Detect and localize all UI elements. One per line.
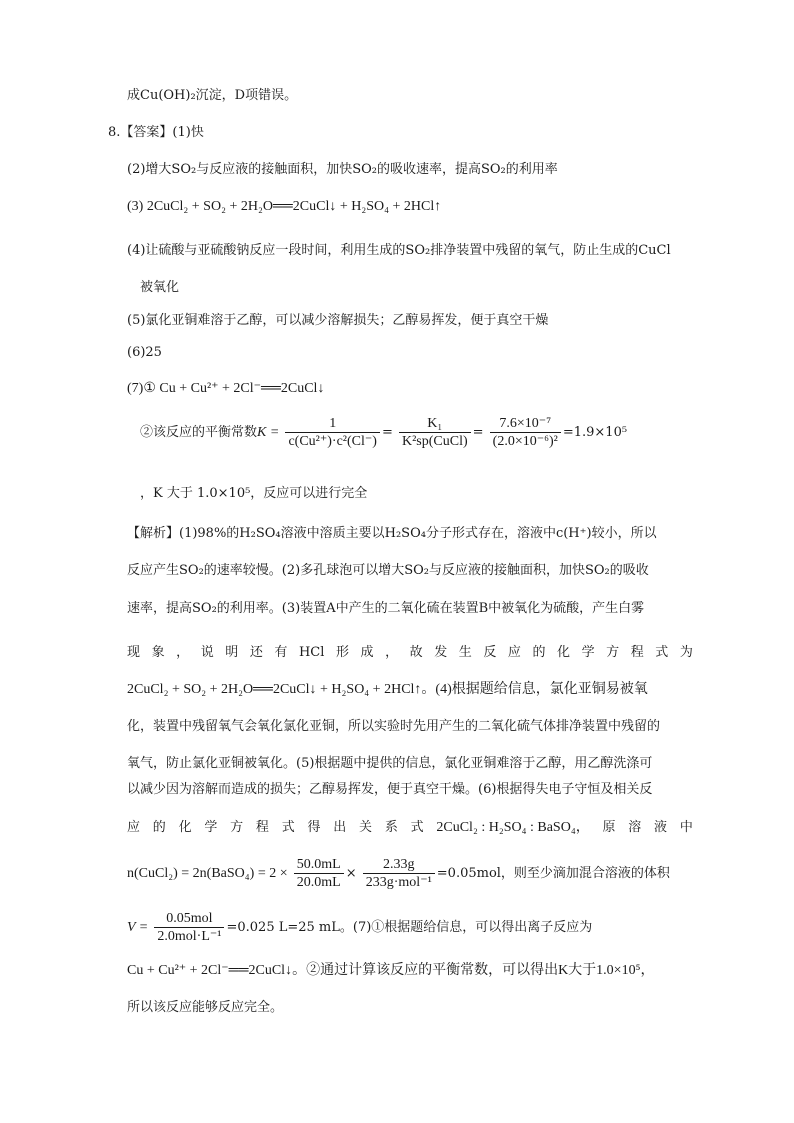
- word: 的: [152, 820, 166, 835]
- analysis-line-6: 化，装置中残留氧气会氧化氯化亚铜，所以实验时先用产生的二氧化硫气体排净装置中残留的: [127, 719, 661, 734]
- analysis-line-12: Cu + Cu²⁺ + 2Cl⁻══2CuCl↓。②通过计算该反应的平衡常数，可以得出K大于1.0×10⁵，: [127, 963, 655, 978]
- fraction-3-numerator: 7.6×10⁻⁷: [490, 415, 561, 433]
- v-lhs: V =: [127, 920, 149, 935]
- fraction-2-numerator: K₁: [399, 415, 471, 433]
- word: 发: [434, 645, 448, 660]
- word: ，: [176, 645, 190, 660]
- answer-7-part1: (7)① Cu + Cu²⁺ + 2Cl⁻══2CuCl↓: [127, 381, 325, 396]
- j10-fraction-2-numerator: 2.33g: [363, 856, 435, 874]
- j11-rest: =0.025 L=25 mL。(7)①根据题给信息，可以得出离子反应为: [226, 920, 593, 935]
- word: 化: [178, 820, 192, 835]
- fraction-1-denominator: c(Cu²⁺)·c²(Cl⁻): [288, 434, 377, 449]
- word: 式: [281, 820, 295, 835]
- analysis-line-2: 反应产生SO₂的速率较慢。(2)多孔球泡可以增大SO₂与反应液的接触面积，加快SO₂的吸收: [127, 563, 649, 578]
- j10-rest: =0.05mol，则至少滴加混合溶液的体积: [436, 866, 670, 881]
- j11-fraction: [154, 910, 224, 945]
- word: 故: [409, 645, 423, 660]
- word: 液: [654, 820, 668, 835]
- j10-fraction-1: [294, 856, 344, 891]
- analysis-line-1: 【解析】(1)98%的H₂SO₄溶液中溶质主要以H₂SO₄分子形式存在，溶液中c(H⁺)较小，所以: [127, 526, 657, 541]
- word: 程: [630, 645, 644, 660]
- word: 生: [458, 645, 472, 660]
- word: 现: [127, 645, 141, 660]
- fraction-3-denominator: (2.0×10⁻⁶)²: [492, 434, 558, 449]
- fraction-1: [285, 415, 379, 450]
- previous-answer-ending: 成Cu(OH)₂沉淀，D项错误。: [127, 88, 298, 103]
- word: 还: [249, 645, 263, 660]
- word: 式: [655, 645, 669, 660]
- word: 系: [384, 820, 398, 835]
- answer-2: (2)增大SO₂与反应液的接触面积，加快SO₂的吸收速率，提高SO₂的利用率: [127, 162, 558, 177]
- word: 式: [410, 820, 424, 835]
- analysis-line-13: 所以该反应能够反应完全。: [127, 1000, 284, 1015]
- word: 学: [204, 820, 218, 835]
- analysis-line-11: [127, 906, 693, 950]
- word: 关: [359, 820, 373, 835]
- j10-fraction-2-denominator: 233g·mol⁻¹: [365, 875, 432, 890]
- answer-7-equilibrium-constant: ②该反应的平衡常数K = $\frac{1}{\text{c(Cu²⁺)·c²(Cl⁻)}}$ = $\frac{\text{K₁}}{\text{K²sp(CuCl)}}$ = $\frac{\text{7.6×10⁻⁷}}{\text{(2.0×10⁻⁶)²}}$ =1.9×10⁵: [140, 416, 628, 449]
- analysis-line-8: 以减少因为溶解而造成的损失；乙醇易挥发，便于真空干燥。(6)根据得失电子守恒及相关反: [127, 782, 653, 797]
- j10-fraction-1-numerator: 50.0mL: [294, 856, 344, 874]
- word: 成: [360, 645, 374, 660]
- word: 应: [507, 645, 521, 660]
- analysis-line-10: n(CuCl₂) = 2n(BaSO₄) = 2 × $\frac{50.0mL}{20.0mL}$ × $\frac{2.33g}{\text{233g·mol⁻¹}}$ =0.05mol，则至少滴加混合溶液的体积: [127, 857, 670, 890]
- fraction-3: [490, 415, 561, 450]
- word: 明: [225, 645, 239, 660]
- analysis-line-4: [127, 643, 693, 663]
- word: 原: [602, 820, 616, 835]
- word: 形: [335, 645, 349, 660]
- word: 有: [274, 645, 288, 660]
- word: 溶: [628, 820, 642, 835]
- analysis-line-5: 2CuCl₂ + SO₂ + 2H₂O══2CuCl↓ + H₂SO₄ + 2HCl↑。(4)根据题给信息，氯化亚铜易被氧: [127, 682, 648, 697]
- word: 象: [151, 645, 165, 660]
- fraction-2-denominator: K²sp(CuCl): [401, 434, 468, 449]
- word: HCl: [298, 645, 325, 660]
- n-lhs: n(CuCl₂) = 2n(BaSO₄) = 2 ×: [127, 866, 288, 881]
- q8-answer-header: 8.【答案】(1)快: [108, 125, 204, 140]
- answer-6: (6)25: [127, 345, 162, 360]
- word: 为: [679, 645, 693, 660]
- answer-7-conclusion: ，K 大于 1.0×10⁵，反应可以进行完全: [140, 486, 368, 501]
- k-lhs: K =: [257, 425, 280, 440]
- word: 学: [581, 645, 595, 660]
- k-prefix: ②该反应的平衡常数: [140, 425, 258, 440]
- word: 化: [557, 645, 571, 660]
- word: 中: [679, 820, 693, 835]
- word: 得: [307, 820, 321, 835]
- answer-4-line2: 被氧化: [140, 280, 180, 295]
- j11-fraction-numerator: 0.05mol: [154, 910, 224, 928]
- k-result: =1.9×10⁵: [562, 425, 628, 440]
- word: 程: [255, 820, 269, 835]
- analysis-line-7: 氧气，防止氯化亚铜被氧化。(5)根据题中提供的信息，氯化亚铜难溶于乙醇，用乙醇洗涤可: [127, 756, 653, 771]
- word: 方: [230, 820, 244, 835]
- word: ，: [385, 645, 399, 660]
- answer-5: (5)氯化亚铜难溶于乙醇，可以减少溶解损失；乙醇易挥发，便于真空干燥: [127, 313, 549, 328]
- word: 的: [532, 645, 546, 660]
- j10-fraction-1-denominator: 20.0mL: [296, 875, 341, 890]
- word: 出: [333, 820, 347, 835]
- analysis-line-3: 速率，提高SO₂的利用率。(3)装置A中产生的二氧化硫在装置B中被氧化为硫酸，产生白雾: [127, 601, 645, 616]
- analysis-line-9: [127, 818, 693, 838]
- fraction-2: [399, 415, 471, 450]
- j10-fraction-2: [363, 856, 435, 891]
- word: 应: [127, 820, 141, 835]
- fraction-1-numerator: 1: [285, 415, 379, 433]
- word: 方: [606, 645, 620, 660]
- answer-3-equation: (3) 2CuCl₂ + SO₂ + 2H₂O══2CuCl↓ + H₂SO₄ + 2HCl↑: [127, 199, 442, 214]
- word: 说: [200, 645, 214, 660]
- word: 反: [483, 645, 497, 660]
- answer-4-line1: (4)让硫酸与亚硫酸钠反应一段时间，利用生成的SO₂排净装置中残留的氧气，防止生成的CuCl: [127, 243, 671, 258]
- j11-fraction-denominator: 2.0mol·L⁻¹: [157, 929, 222, 944]
- relation-formula: 2CuCl₂ : H₂SO₄ : BaSO₄，: [436, 820, 590, 835]
